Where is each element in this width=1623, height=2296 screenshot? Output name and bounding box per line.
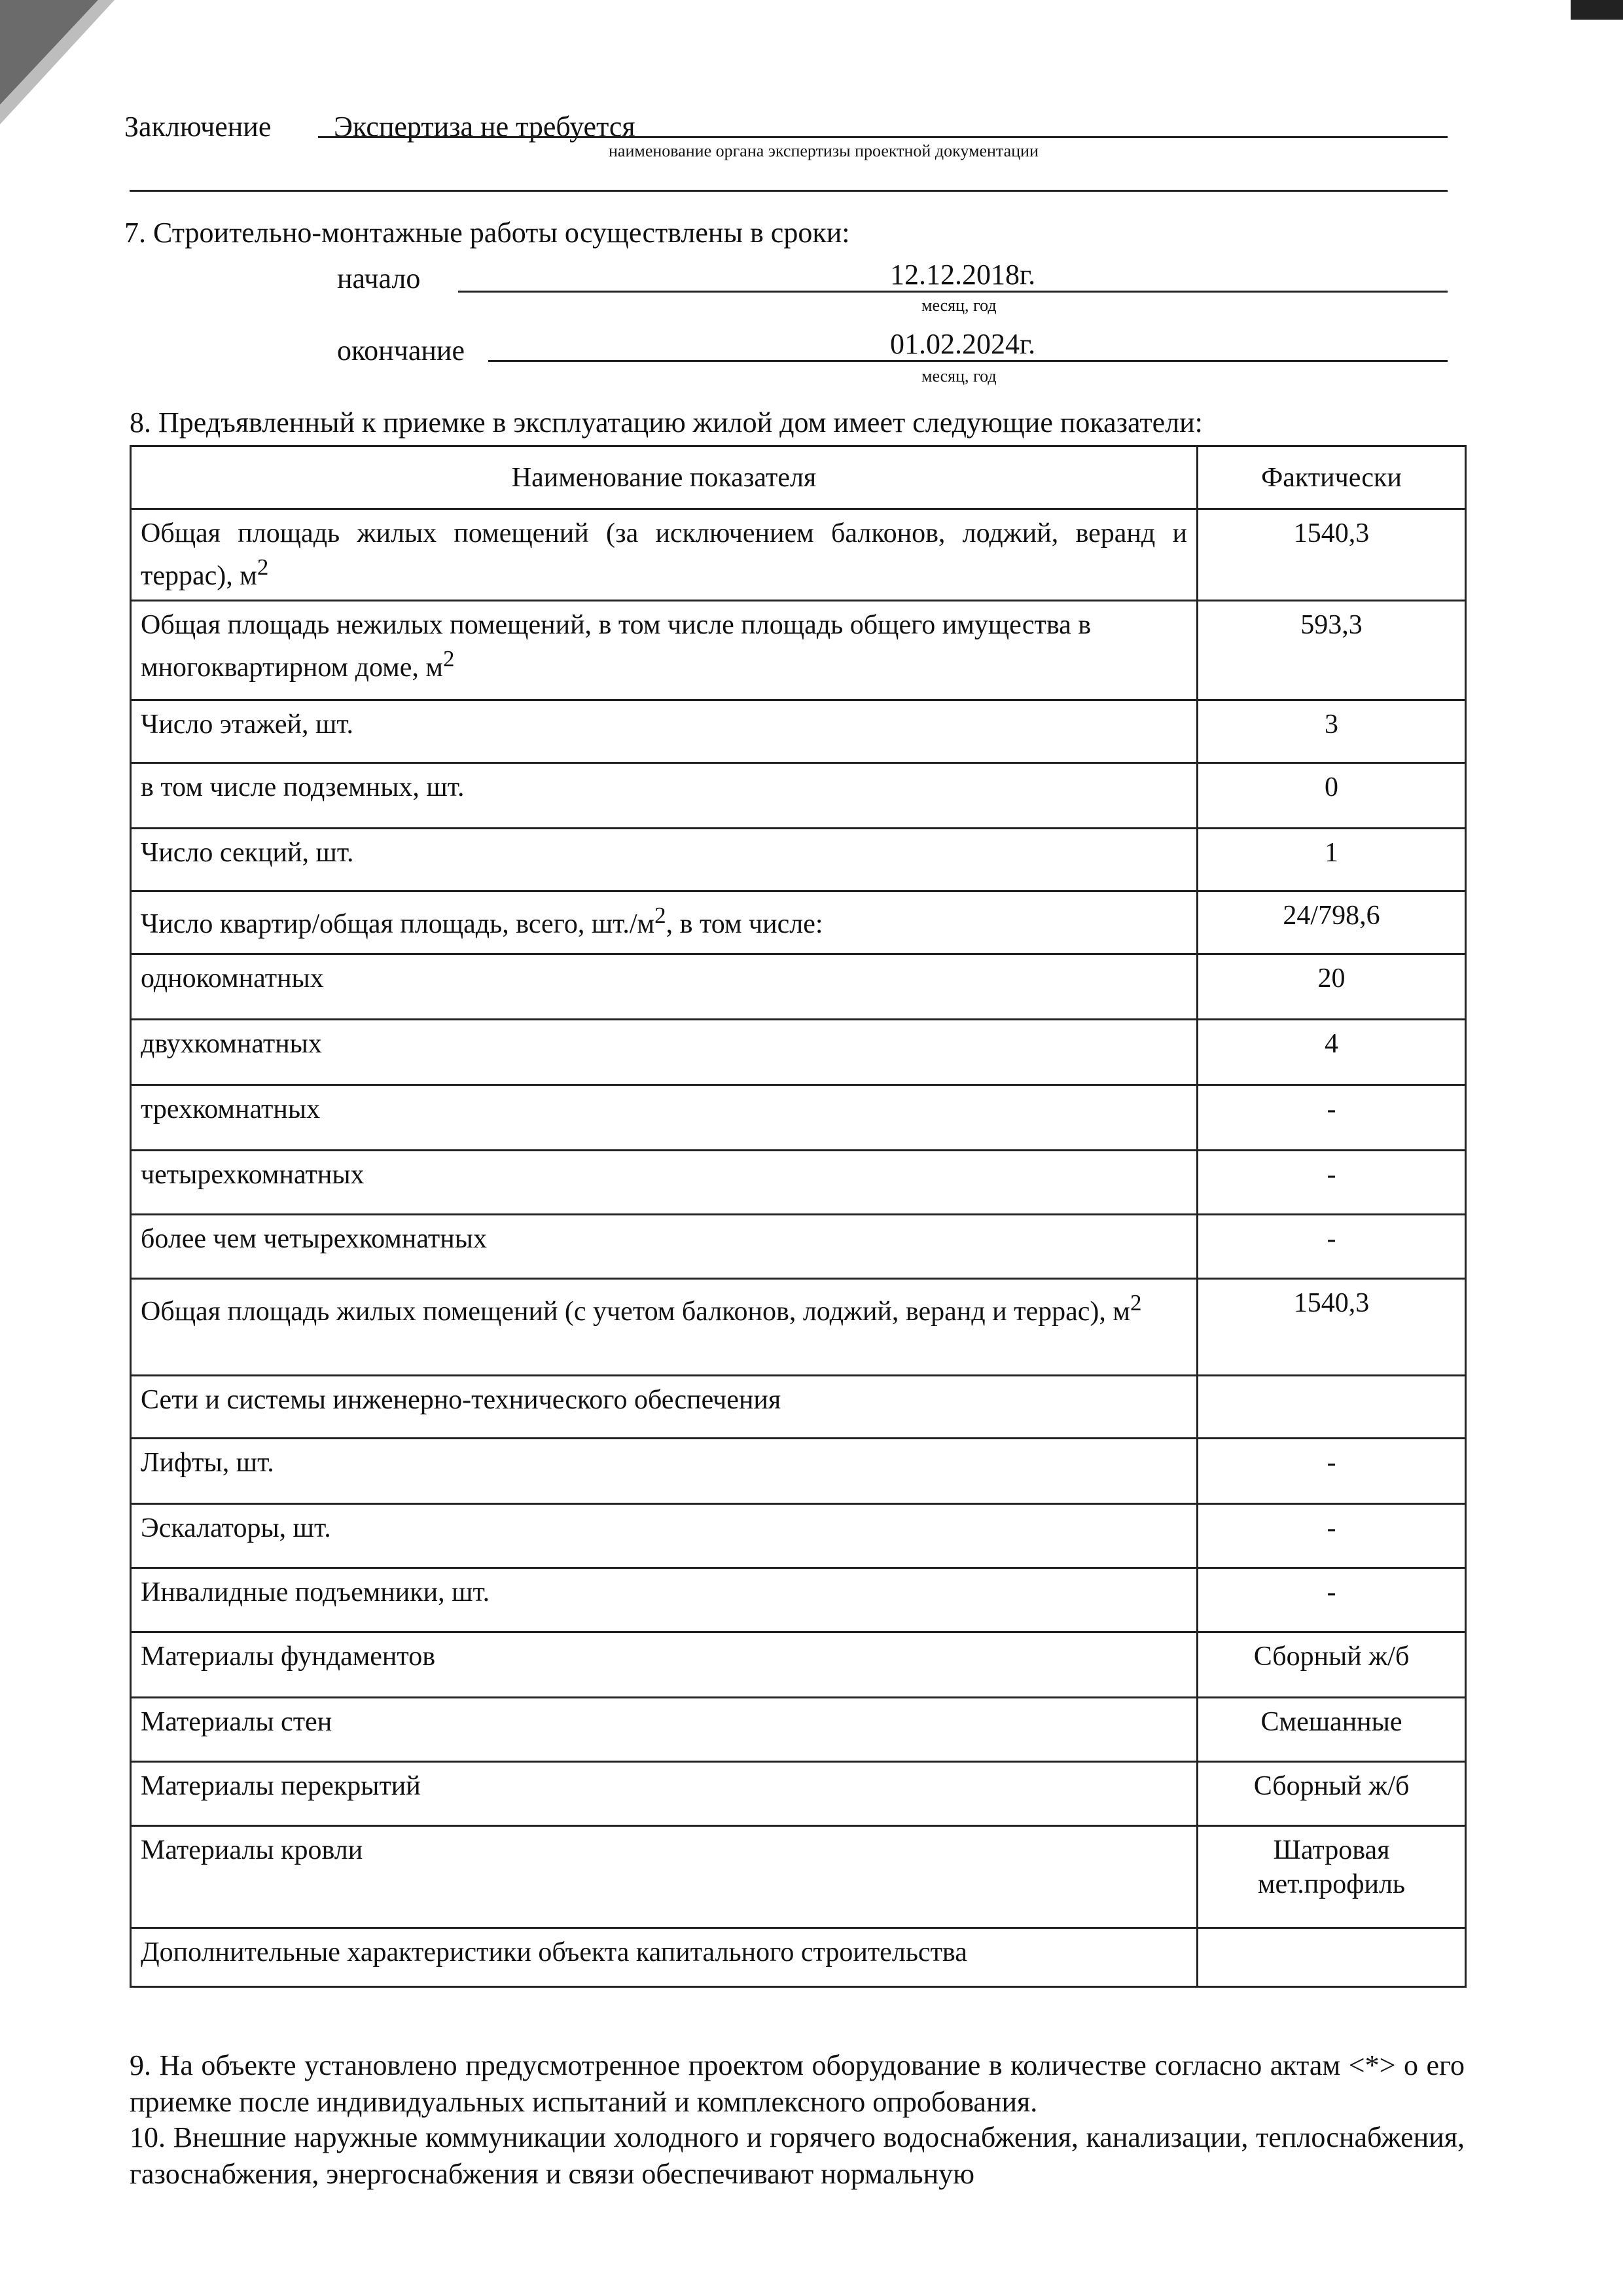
indicator-value: 0: [1198, 763, 1466, 829]
table-row: [131, 1762, 1466, 1826]
indicator-name: Материалы фундаментов: [131, 1632, 1198, 1698]
indicator-name: Дополнительные характеристики объекта капитального строительства: [131, 1928, 1198, 1987]
indicator-name: Материалы стен: [131, 1698, 1198, 1762]
table-row: [131, 700, 1466, 763]
indicator-name: двухкомнатных: [131, 1020, 1198, 1085]
indicator-name: Сети и системы инженерно-технического обеспечения: [131, 1376, 1198, 1439]
table-row: [131, 1020, 1466, 1085]
conclusion-underline: [318, 136, 1448, 138]
indicators-table: [130, 445, 1467, 1988]
indicator-name: Материалы кровли: [131, 1826, 1198, 1928]
indicator-value: [1198, 1376, 1466, 1439]
table-row: [131, 1504, 1466, 1568]
indicator-value: 1540,3: [1198, 509, 1466, 601]
table-row: [131, 829, 1466, 891]
indicator-name: Общая площадь жилых помещений (за исключением балконов, лоджий, веранд и террас), $м^2$: [131, 509, 1198, 601]
end-label: окончание: [337, 334, 465, 367]
section7-title: 7. Строительно-монтажные работы осуществлены в сроки:: [124, 217, 850, 249]
table-row: [131, 1085, 1466, 1151]
table-row: [131, 891, 1466, 954]
indicator-value: -: [1198, 1568, 1466, 1632]
indicator-name: однокомнатных: [131, 954, 1198, 1020]
conclusion-second-line: [130, 190, 1448, 192]
section9-paragraph: 9. На объекте установлено предусмотренное проектом оборудование в количестве согласно актам <*> о его приемке после индивидуальных испытаний и комплексного опробования.: [130, 2049, 1465, 2118]
indicator-value: -: [1198, 1085, 1466, 1151]
indicator-name: Число секций, шт.: [131, 829, 1198, 891]
table-row: [131, 509, 1466, 601]
indicator-name: Число этажей, шт.: [131, 700, 1198, 763]
start-caption: месяц, год: [921, 296, 997, 315]
table-row: [131, 1151, 1466, 1215]
indicator-name: трехкомнатных: [131, 1085, 1198, 1151]
indicator-name: Лифты, шт.: [131, 1439, 1198, 1504]
indicator-value: 20: [1198, 954, 1466, 1020]
indicator-name: четырехкомнатных: [131, 1151, 1198, 1215]
conclusion-value: Экспертиза не требуется: [334, 111, 635, 143]
conclusion-label: Заключение: [124, 111, 272, 143]
table-row: [131, 763, 1466, 829]
indicator-name: более чем четырехкомнатных: [131, 1215, 1198, 1279]
table-row: [131, 1698, 1466, 1762]
indicator-value: -: [1198, 1215, 1466, 1279]
header-name-cell: Наименование показателя: [131, 446, 1198, 509]
indicator-value: -: [1198, 1151, 1466, 1215]
indicator-value: -: [1198, 1504, 1466, 1568]
indicator-name: Общая площадь нежилых помещений, в том числе площадь общего имущества в многоквартирном доме, $м^2$: [131, 601, 1198, 700]
start-underline: [458, 291, 1448, 293]
indicator-value: 24/798,6: [1198, 891, 1466, 954]
table-row: [131, 1568, 1466, 1632]
indicator-value: 3: [1198, 700, 1466, 763]
indicator-value: 1540,3: [1198, 1279, 1466, 1376]
table-row: [131, 601, 1466, 700]
table-header-row: [131, 446, 1466, 509]
table-row: [131, 954, 1466, 1020]
end-underline: [488, 360, 1448, 362]
start-date: 12.12.2018г.: [890, 259, 1036, 291]
indicator-value: Шатровая мет.профиль: [1198, 1826, 1466, 1928]
indicator-value: 1: [1198, 829, 1466, 891]
table-row: [131, 1439, 1466, 1504]
indicator-value: 4: [1198, 1020, 1466, 1085]
table-row: [131, 1928, 1466, 1987]
end-date: 01.02.2024г.: [890, 328, 1036, 360]
indicator-value: -: [1198, 1439, 1466, 1504]
indicator-name: Эскалаторы, шт.: [131, 1504, 1198, 1568]
indicator-name: Материалы перекрытий: [131, 1762, 1198, 1826]
section8-title: 8. Предъявленный к приемке в эксплуатацию жилой дом имеет следующие показатели:: [130, 406, 1203, 439]
table-row: [131, 1215, 1466, 1279]
indicator-value: [1198, 1928, 1466, 1987]
table-row: [131, 1279, 1466, 1376]
end-caption: месяц, год: [921, 367, 997, 386]
table-row: [131, 1632, 1466, 1698]
conclusion-caption: наименование органа экспертизы проектной документации: [609, 141, 1039, 160]
indicator-name: Общая площадь жилых помещений (с учетом балконов, лоджий, веранд и террас), $м^2$: [131, 1279, 1198, 1376]
indicator-value: Сборный ж/б: [1198, 1632, 1466, 1698]
table-row: [131, 1376, 1466, 1439]
indicator-value: Смешанные: [1198, 1698, 1466, 1762]
table-row: [131, 1826, 1466, 1928]
start-label: начало: [337, 262, 421, 295]
indicator-value: Сборный ж/б: [1198, 1762, 1466, 1826]
indicator-name: Число квартир/общая площадь, всего, $шт./м^2$, в том числе:: [131, 891, 1198, 954]
section10-paragraph: 10. Внешние наружные коммуникации холодного и горячего водоснабжения, канализации, теплоснабжения, газоснабжения, энергоснабжения и связи обеспечивают нормальную: [130, 2121, 1465, 2190]
indicator-name: в том числе подземных, шт.: [131, 763, 1198, 829]
header-value-cell: Фактически: [1198, 446, 1466, 509]
indicator-value: 593,3: [1198, 601, 1466, 700]
indicator-name: Инвалидные подъемники, шт.: [131, 1568, 1198, 1632]
